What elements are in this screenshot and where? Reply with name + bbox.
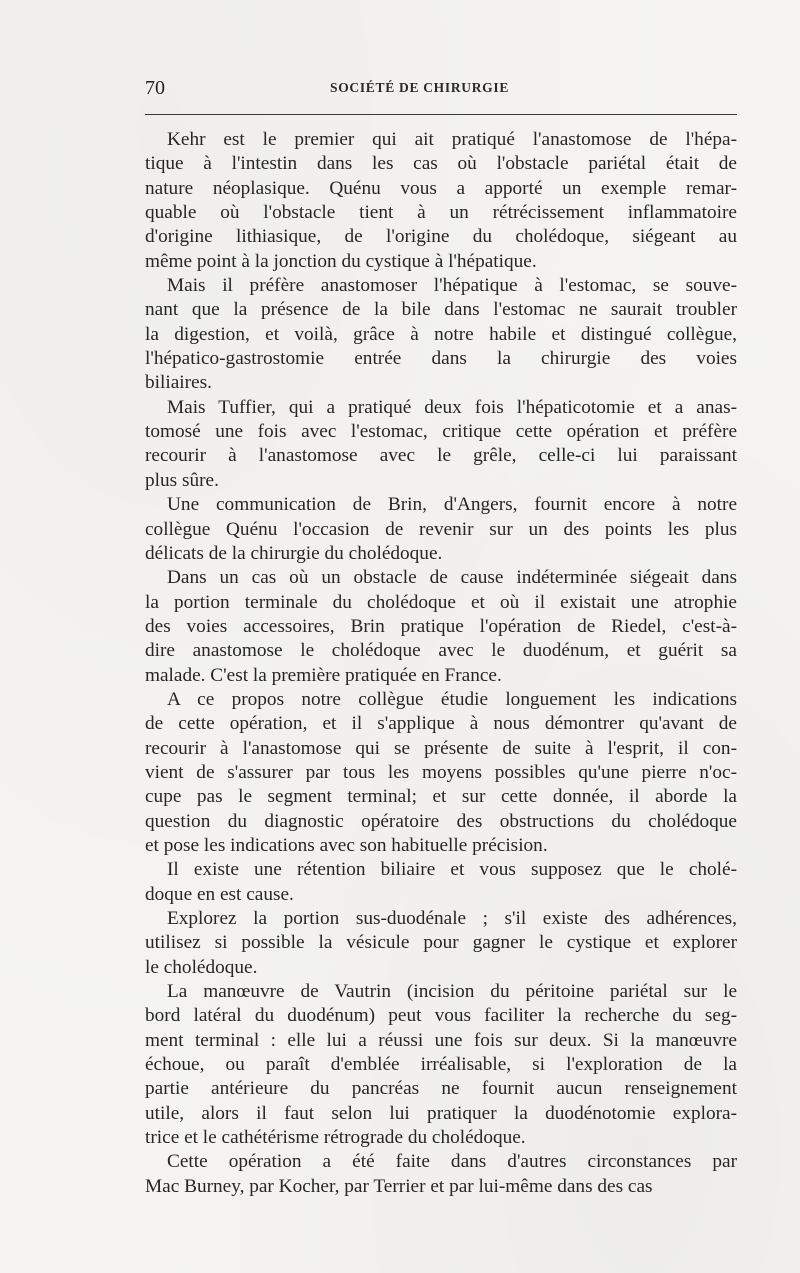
text-line: utilisez si possible la vésicule pour gagner le cystique et explorer (145, 932, 737, 954)
text-line: La manœuvre de Vautrin (incision du péritoine pariétal sur le (167, 981, 737, 1003)
text-line: A ce propos notre collègue étudie longuement les indications (167, 688, 737, 710)
text-line: délicats de la chirurgie du cholédoque. (145, 542, 443, 564)
text-line: recourir à l'anastomose avec le grêle, celle-ci lui paraissant (145, 445, 737, 467)
text-line: Explorez la portion sus-duodénale ; s'il existe des adhérences, (167, 908, 737, 929)
paragraph (145, 1150, 737, 1199)
text-line: tomosé une fois avec l'estomac, critique cette opération et préfère (145, 421, 737, 443)
text-line: cupe pas le segment terminal; et sur cette donnée, il aborde la (145, 786, 737, 808)
text-line: recourir à l'anastomose qui se présente de suite à l'esprit, il con- (145, 737, 737, 759)
paragraph (145, 128, 737, 274)
text-line: l'hépatico-gastrostomie entrée dans la chirurgie des voies (145, 348, 737, 370)
text-line: et pose les indications avec son habituelle précision. (145, 834, 548, 856)
text-line: utile, alors il faut selon lui pratiquer la duodénotomie explora- (145, 1102, 737, 1124)
text-line: trice et le cathétérisme rétrograde du cholédoque. (145, 1127, 526, 1149)
text-line: malade. C'est la première pratiquée en France. (145, 664, 502, 686)
text-line: plus sûre. (145, 469, 219, 491)
text-line: le cholédoque. (145, 956, 258, 978)
text-line: Dans un cas où un obstacle de cause indéterminée siégeait dans (167, 567, 737, 589)
text-line: biliaires. (145, 372, 212, 394)
text-line: dire anastomose le cholédoque avec le duodénum, et guérit sa (145, 640, 737, 662)
text-line: de cette opération, et il s'applique à nous démontrer qu'avant de (145, 713, 737, 735)
text-line: tique à l'intestin dans les cas où l'obstacle pariétal était de (145, 153, 737, 175)
text-line: Kehr est le premier qui ait pratiqué l'anastomose de l'hépa- (167, 129, 737, 150)
paragraph (145, 907, 737, 980)
text-line: Mais il préfère anastomoser l'hépatique à l'estomac, se souve- (167, 275, 737, 297)
text-line: ment terminal : elle lui a réussi une fois sur deux. Si la manœuvre (145, 1029, 737, 1051)
text-line: quable où l'obstacle tient à un rétrécissement inflammatoire (145, 202, 737, 224)
text-line: la digestion, et voilà, grâce à notre habile et distingué collègue, (145, 323, 737, 345)
text-line: échoue, ou paraît d'emblée irréalisable, si l'exploration de la (145, 1054, 737, 1076)
text-line: même point à la jonction du cystique à l'hépatique. (145, 250, 537, 272)
text-line: collègue Quénu l'occasion de revenir sur un des points les plus (145, 518, 737, 540)
body-text (145, 128, 737, 1199)
text-line: nant que la présence de la bile dans l'estomac ne saurait troubler (145, 299, 737, 321)
text-line: doque en est cause. (145, 883, 294, 905)
text-line: la portion terminale du cholédoque et où il existait une atrophie (145, 591, 737, 613)
paragraph (145, 980, 737, 1150)
text-line: Mais Tuffier, qui a pratiqué deux fois l'hépaticotomie et a anas- (167, 396, 737, 418)
text-line: Cette opération a été faite dans d'autres circonstances par (167, 1151, 737, 1173)
text-line: partie antérieure du pancréas ne fournit aucun renseignement (145, 1078, 737, 1100)
text-line: question du diagnostic opératoire des obstructions du cholédoque (145, 810, 737, 832)
text-line: d'origine lithiasique, de l'origine du cholédoque, siégeant au (145, 226, 737, 248)
page-number: 70 (145, 77, 165, 99)
paragraph (145, 274, 737, 396)
text-line: bord latéral du duodénum) peut vous faciliter la recherche du seg- (145, 1005, 737, 1027)
paragraph (145, 566, 737, 688)
text-line: vient de s'assurer par tous les moyens possibles qu'une pierre n'oc- (145, 761, 737, 783)
text-line: Il existe une rétention biliaire et vous supposez que le cholé- (167, 859, 737, 881)
paragraph (145, 396, 737, 493)
header-rule (145, 114, 737, 115)
paragraph (145, 688, 737, 858)
journal-title: SOCIÉTÉ DE CHIRURGIE (330, 80, 510, 95)
running-head (145, 76, 737, 100)
paragraph (145, 493, 737, 566)
text-line: Une communication de Brin, d'Angers, fournit encore à notre (167, 494, 737, 516)
text-line: Mac Burney, par Kocher, par Terrier et par lui-même dans des cas (145, 1175, 653, 1197)
paragraph (145, 858, 737, 907)
text-line: des voies accessoires, Brin pratique l'opération de Riedel, c'est-à- (145, 615, 737, 637)
text-line: nature néoplasique. Quénu vous a apporté un exemple remar- (145, 177, 737, 199)
